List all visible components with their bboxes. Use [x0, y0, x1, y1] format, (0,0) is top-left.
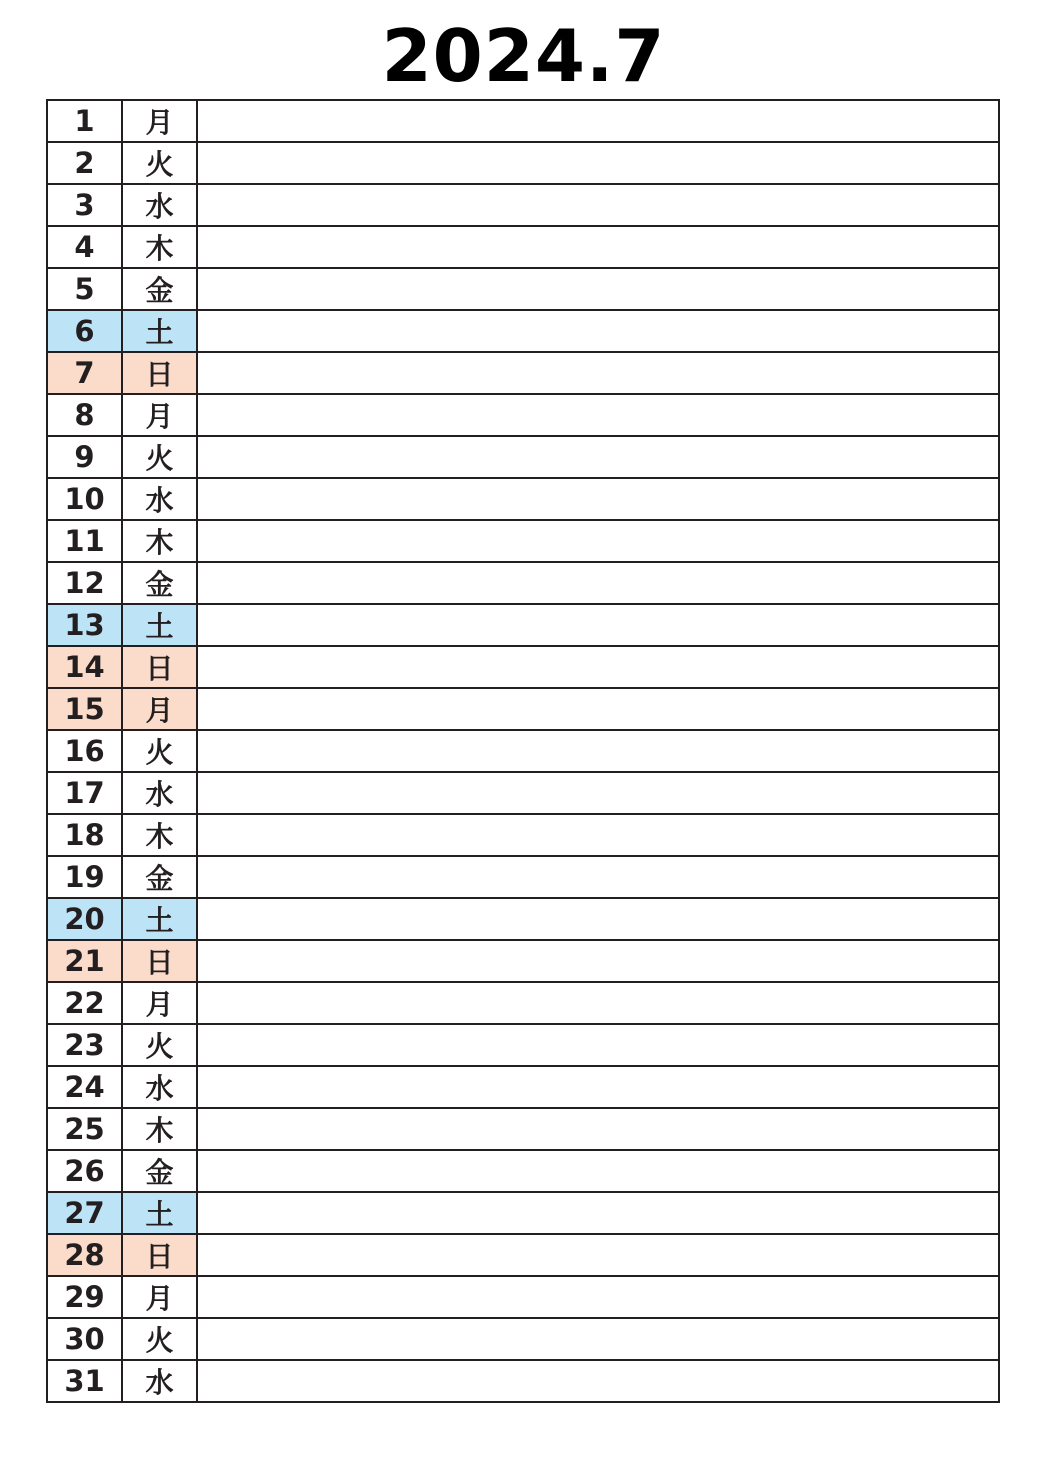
weekday-label: 土: [122, 898, 197, 940]
weekday-label: 月: [122, 394, 197, 436]
day-number: 24: [47, 1066, 122, 1108]
note-cell[interactable]: [197, 982, 999, 1024]
day-number: 7: [47, 352, 122, 394]
day-number: 29: [47, 1276, 122, 1318]
day-number: 4: [47, 226, 122, 268]
note-cell[interactable]: [197, 1192, 999, 1234]
day-number: 30: [47, 1318, 122, 1360]
day-number: 9: [47, 436, 122, 478]
note-cell[interactable]: [197, 268, 999, 310]
day-number: 26: [47, 1150, 122, 1192]
weekday-label: 金: [122, 1150, 197, 1192]
note-cell[interactable]: [197, 1360, 999, 1402]
weekday-label: 火: [122, 1318, 197, 1360]
calendar-row: [47, 856, 999, 898]
day-number: 15: [47, 688, 122, 730]
weekday-label: 金: [122, 856, 197, 898]
calendar-row: [47, 1192, 999, 1234]
note-cell[interactable]: [197, 604, 999, 646]
weekday-label: 木: [122, 1108, 197, 1150]
weekday-label: 月: [122, 688, 197, 730]
note-cell[interactable]: [197, 1066, 999, 1108]
day-number: 22: [47, 982, 122, 1024]
day-number: 21: [47, 940, 122, 982]
note-cell[interactable]: [197, 772, 999, 814]
weekday-label: 火: [122, 436, 197, 478]
note-cell[interactable]: [197, 142, 999, 184]
calendar-row: [47, 100, 999, 142]
calendar-row: [47, 814, 999, 856]
day-number: 16: [47, 730, 122, 772]
calendar-row: [47, 730, 999, 772]
note-cell[interactable]: [197, 352, 999, 394]
day-number: 10: [47, 478, 122, 520]
day-number: 28: [47, 1234, 122, 1276]
day-number: 6: [47, 310, 122, 352]
weekday-label: 火: [122, 1024, 197, 1066]
calendar-row: [47, 688, 999, 730]
day-number: 25: [47, 1108, 122, 1150]
day-number: 20: [47, 898, 122, 940]
note-cell[interactable]: [197, 1150, 999, 1192]
note-cell[interactable]: [197, 520, 999, 562]
weekday-label: 土: [122, 1192, 197, 1234]
calendar-row: [47, 352, 999, 394]
weekday-label: 水: [122, 184, 197, 226]
calendar-row: [47, 1318, 999, 1360]
day-number: 12: [47, 562, 122, 604]
weekday-label: 日: [122, 646, 197, 688]
weekday-label: 金: [122, 268, 197, 310]
note-cell[interactable]: [197, 1234, 999, 1276]
weekday-label: 水: [122, 772, 197, 814]
day-number: 17: [47, 772, 122, 814]
note-cell[interactable]: [197, 940, 999, 982]
day-number: 2: [47, 142, 122, 184]
day-number: 13: [47, 604, 122, 646]
calendar-row: [47, 940, 999, 982]
note-cell[interactable]: [197, 310, 999, 352]
day-number: 14: [47, 646, 122, 688]
weekday-label: 火: [122, 730, 197, 772]
day-number: 31: [47, 1360, 122, 1402]
calendar-table: [46, 99, 1000, 1403]
calendar-body: [47, 100, 999, 1402]
weekday-label: 火: [122, 142, 197, 184]
weekday-label: 日: [122, 352, 197, 394]
note-cell[interactable]: [197, 1024, 999, 1066]
calendar-row: [47, 772, 999, 814]
day-number: 18: [47, 814, 122, 856]
note-cell[interactable]: [197, 226, 999, 268]
day-number: 8: [47, 394, 122, 436]
note-cell[interactable]: [197, 562, 999, 604]
note-cell[interactable]: [197, 436, 999, 478]
day-number: 11: [47, 520, 122, 562]
calendar-row: [47, 520, 999, 562]
calendar-row: [47, 268, 999, 310]
weekday-label: 木: [122, 520, 197, 562]
day-number: 19: [47, 856, 122, 898]
note-cell[interactable]: [197, 100, 999, 142]
calendar-row: [47, 1276, 999, 1318]
note-cell[interactable]: [197, 688, 999, 730]
calendar-row: [47, 1066, 999, 1108]
calendar-row: [47, 1108, 999, 1150]
calendar-row: [47, 646, 999, 688]
note-cell[interactable]: [197, 646, 999, 688]
note-cell[interactable]: [197, 478, 999, 520]
weekday-label: 土: [122, 310, 197, 352]
weekday-label: 日: [122, 940, 197, 982]
weekday-label: 金: [122, 562, 197, 604]
calendar-row: [47, 478, 999, 520]
calendar-row: [47, 394, 999, 436]
day-number: 3: [47, 184, 122, 226]
calendar-row: [47, 562, 999, 604]
calendar-row: [47, 436, 999, 478]
calendar-row: [47, 226, 999, 268]
calendar-row: [47, 142, 999, 184]
day-number: 1: [47, 100, 122, 142]
note-cell[interactable]: [197, 856, 999, 898]
note-cell[interactable]: [197, 1276, 999, 1318]
calendar-row: [47, 898, 999, 940]
calendar-row: [47, 982, 999, 1024]
weekday-label: 水: [122, 1066, 197, 1108]
weekday-label: 月: [122, 982, 197, 1024]
note-cell[interactable]: [197, 394, 999, 436]
weekday-label: 月: [122, 1276, 197, 1318]
note-cell[interactable]: [197, 730, 999, 772]
page-title: 2024.7: [381, 14, 666, 98]
note-cell[interactable]: [197, 184, 999, 226]
calendar-row: [47, 184, 999, 226]
calendar-row: [47, 1234, 999, 1276]
calendar-row: [47, 1024, 999, 1066]
note-cell[interactable]: [197, 1318, 999, 1360]
day-number: 27: [47, 1192, 122, 1234]
weekday-label: 水: [122, 478, 197, 520]
weekday-label: 日: [122, 1234, 197, 1276]
day-number: 5: [47, 268, 122, 310]
calendar-row: [47, 1150, 999, 1192]
weekday-label: 木: [122, 226, 197, 268]
note-cell[interactable]: [197, 898, 999, 940]
calendar-row: [47, 310, 999, 352]
calendar-row: [47, 604, 999, 646]
weekday-label: 水: [122, 1360, 197, 1402]
calendar-row: [47, 1360, 999, 1402]
note-cell[interactable]: [197, 814, 999, 856]
note-cell[interactable]: [197, 1108, 999, 1150]
day-number: 23: [47, 1024, 122, 1066]
weekday-label: 土: [122, 604, 197, 646]
weekday-label: 月: [122, 100, 197, 142]
weekday-label: 木: [122, 814, 197, 856]
